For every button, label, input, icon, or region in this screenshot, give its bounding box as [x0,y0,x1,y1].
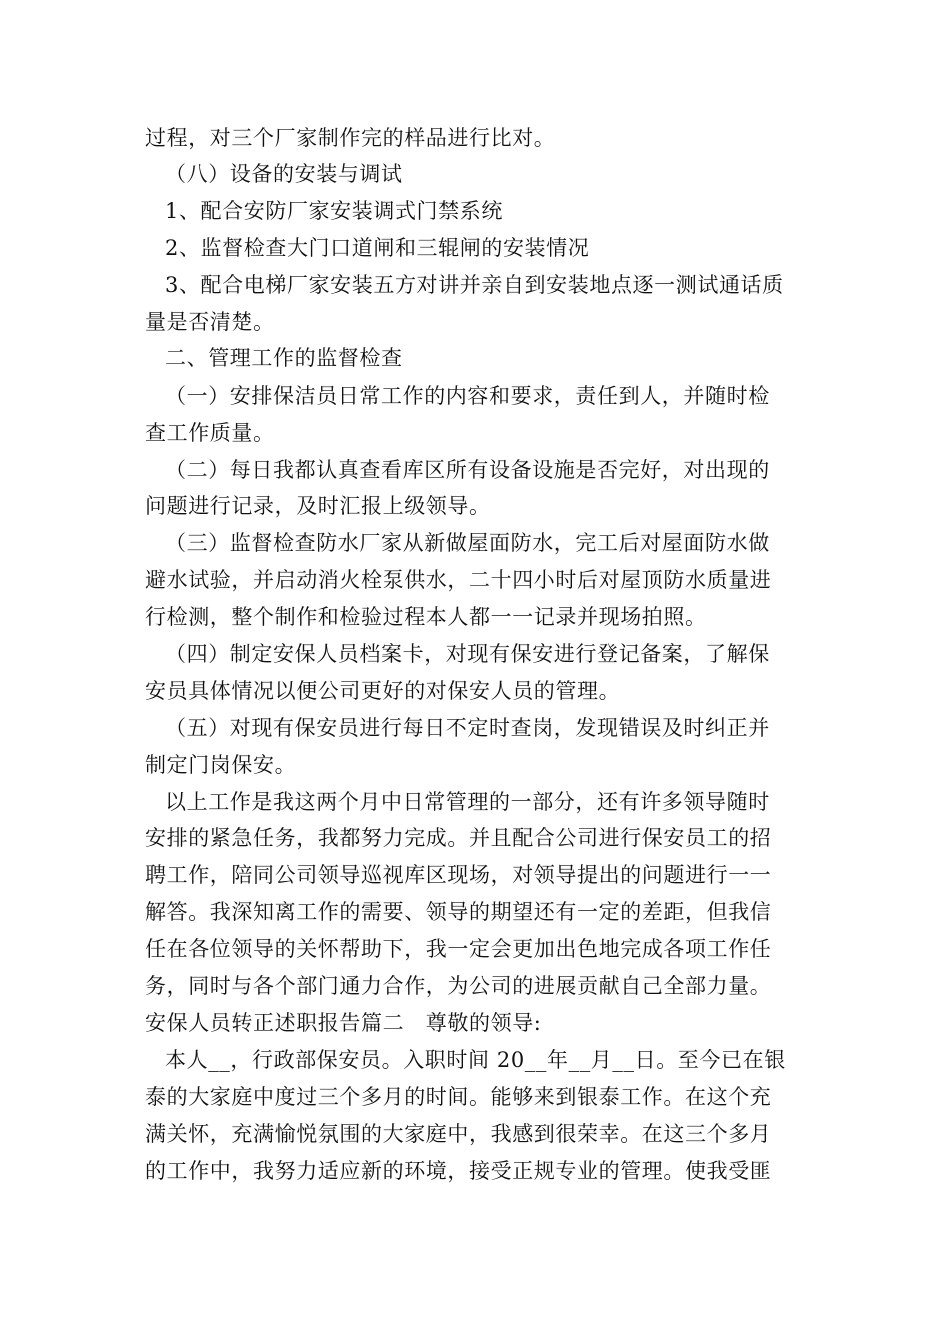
list-item: 2、监督检查大门口道闸和三辊闸的安装情况 [165,236,590,260]
text-line: 务，同时与各个部门通力合作，为公司的进展贡献自己全部力量。 [145,974,772,998]
list-item: 3、配合电梯厂家安装五方对讲并亲自到安装地点逐一测试通话质 [165,273,784,297]
section-heading: （八）设备的安装与调试 [165,162,403,186]
report-title: 安保人员转正述职报告篇二 尊敬的领导: [145,1011,542,1035]
paragraph-line: （五）对现有保安员进行每日不定时查岗，发现错误及时纠正并 [165,716,770,740]
paragraph-line: （三）监督检查防水厂家从新做屋面防水，完工后对屋面防水做 [165,531,770,555]
text-line: 解答。我深知离工作的需要、领导的期望还有一定的差距，但我信 [145,900,772,924]
paragraph-line: 本人__，行政部保安员。入职时间 20__年__月__日。至今已在银 [165,1048,786,1072]
paragraph-line: 以上工作是我这两个月中日常管理的一部分，还有许多领导随时 [165,790,770,814]
text-line: 安员具体情况以便公司更好的对保安人员的管理。 [145,679,621,703]
text-line: 的工作中，我努力适应新的环境，接受正规专业的管理。使我受匪 [145,1159,772,1183]
section-heading: 二、管理工作的监督检查 [165,346,403,370]
text-line: 任在各位领导的关怀帮助下，我一定会更加出色地完成各项工作任 [145,937,772,961]
paragraph-line: （二）每日我都认真查看库区所有设备设施是否完好，对出现的 [165,458,770,482]
text-line: 行检测，整个制作和检验过程本人都一一记录并现场拍照。 [145,605,707,629]
text-line: 过程，对三个厂家制作完的样品进行比对。 [145,126,556,150]
list-item: 1、配合安防厂家安装调式门禁系统 [165,199,503,223]
paragraph-line: （四）制定安保人员档案卡，对现有保安进行登记备案，了解保 [165,642,770,666]
paragraph-line: （一）安排保洁员日常工作的内容和要求，责任到人，并随时检 [165,384,770,408]
text-line: 问题进行记录，及时汇报上级领导。 [145,494,491,518]
text-line: 避水试验，并启动消火栓泵供水，二十四小时后对屋顶防水质量进 [145,568,772,592]
text-line: 查工作质量。 [145,421,275,445]
text-line: 安排的紧急任务，我都努力完成。并且配合公司进行保安员工的招 [145,826,772,850]
text-line: 满关怀，充满愉悦氛围的大家庭中，我感到很荣幸。在这三个多月 [145,1122,772,1146]
text-line: 聘工作，陪同公司领导巡视库区现场，对领导提出的问题进行一一 [145,863,772,887]
text-line: 制定门岗保安。 [145,753,297,777]
text-line: 泰的大家庭中度过三个多月的时间。能够来到银泰工作。在这个充 [145,1085,772,1109]
text-line: 量是否清楚。 [145,310,275,334]
